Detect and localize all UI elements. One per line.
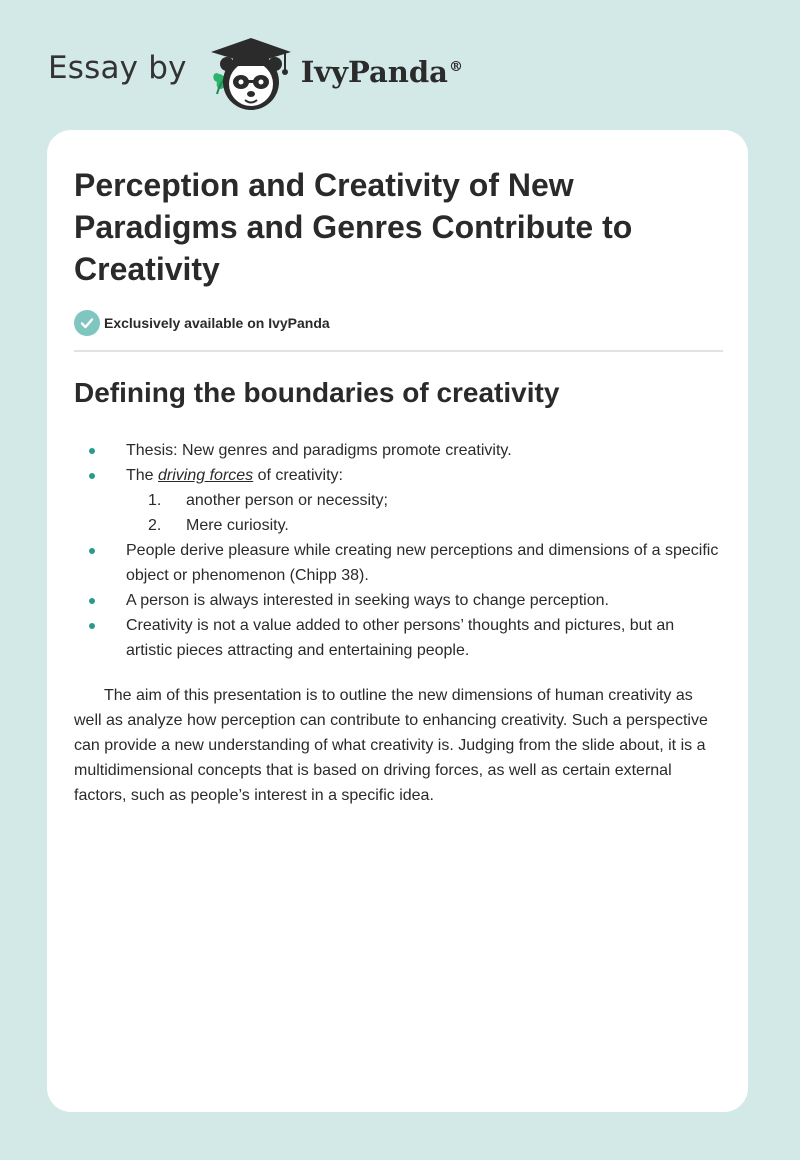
section-title: Defining the boundaries of creativity [74, 377, 560, 408]
list-item: A person is always interested in seeking ways to change perception. [74, 588, 722, 613]
brand-name: IvyPanda® [300, 55, 463, 89]
list-item: Thesis: New genres and paradigms promote creativity. [74, 438, 722, 463]
list-item: Creativity is not a value added to other persons’ thoughts and pictures, but an artistic pieces attracting and entertaining people. [74, 613, 722, 663]
list-item: People derive pleasure while creating new perceptions and dimensions of a specific object or phenomenon (Chipp 38). [74, 538, 722, 588]
list-item: The driving forces of creativity: 1. another person or necessity; 2. Mere curiosity. [74, 463, 722, 538]
page-title: Perception and Creativity of New Paradigms and Genres Contribute to Creativity [74, 167, 633, 287]
driving-forces-link[interactable]: driving forces [158, 467, 254, 484]
bullet-list [74, 438, 722, 663]
brand-prefix: Essay by [48, 50, 187, 86]
body-paragraph: The aim of this presentation is to outline the new dimensions of human creativity as well as analyze how perception can contribute to enhancing creativity. Such a perspective can provide a new understanding of what creativity is. Judging from the slide about, it is a multidimensional concepts that is based on driving forces, as well as certain external factors, such as people’s interest in a specific idea. [74, 687, 708, 804]
divider [74, 350, 723, 352]
badge-text: Exclusively available on IvyPanda [104, 315, 330, 331]
check-icon [74, 310, 100, 336]
registered-mark: ® [448, 59, 463, 76]
panda-logo-icon [205, 34, 297, 114]
essay-card [47, 130, 748, 1112]
brand-header[interactable] [48, 34, 463, 114]
exclusive-badge [74, 310, 722, 336]
sub-list-item: 1. another person or necessity; [148, 492, 388, 509]
sub-list-item: 2. Mere curiosity. [148, 517, 289, 534]
sub-list [126, 488, 722, 538]
